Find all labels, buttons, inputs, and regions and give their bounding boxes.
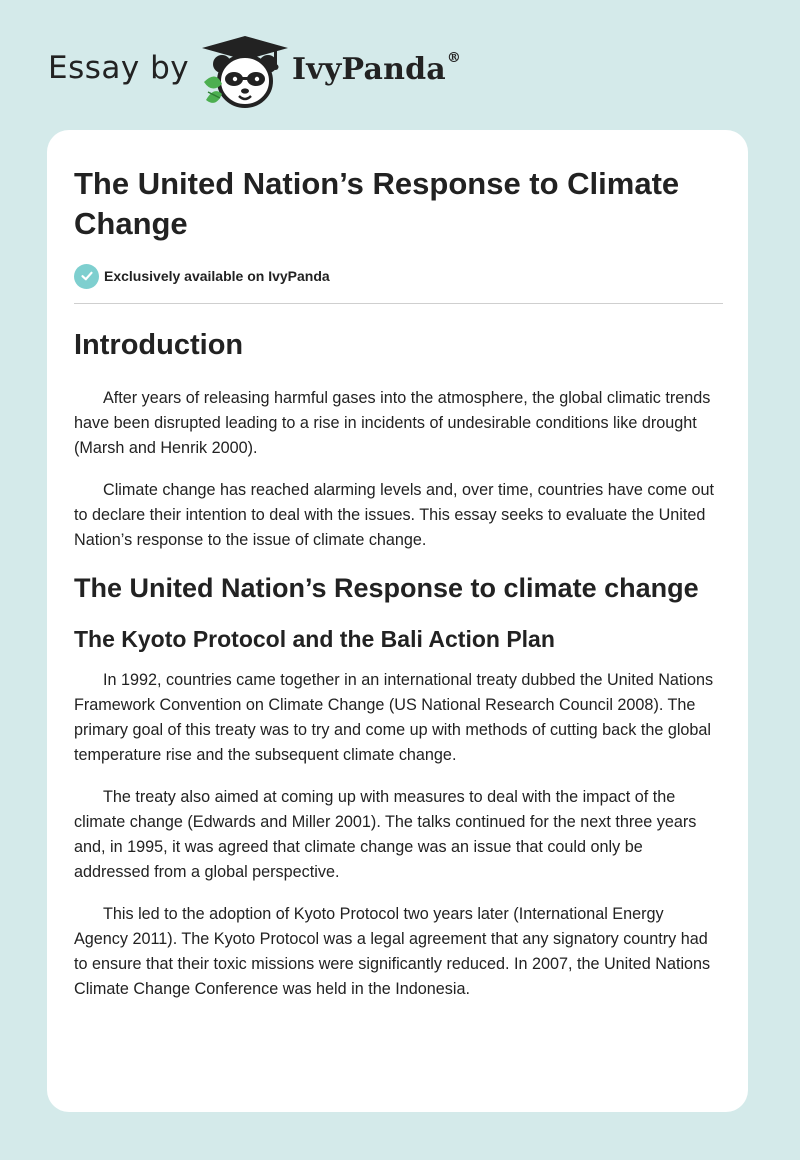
brand-name[interactable]: IvyPanda® [292,50,462,87]
essay-by-label: Essay by [48,50,190,86]
site-header [48,34,548,114]
introduction-heading: Introduction [74,329,244,361]
essay-content [74,320,714,1002]
registered-mark: ® [446,50,462,66]
response-paragraph-3: This led to the adoption of Kyoto Protocol two years later (International Energy Agency 2011). The Kyoto Protocol was a legal agreement that any signatory country had to ensure that their toxic missions were significantly reduced. In 2007, the United Nations Climate Change Conference was held in the Indonesia. [74,905,711,998]
introduction-paragraph-1: After years of releasing harmful gases into the atmosphere, the global climatic trends have been disrupted leading to a rise in incidents of undesirable conditions like drought (Marsh and Henrik 2000). [74,389,711,457]
exclusive-badge [74,263,330,289]
response-paragraph-2: The treaty also aimed at coming up with measures to deal with the impact of the climate change (Edwards and Miller 2001). The talks continued for the next three years and, in 1995, it was agreed that climate change was an issue that could only be addressed from a global perspective. [74,788,697,881]
title-divider [74,303,723,304]
introduction-paragraph-2: Climate change has reached alarming levels and, over time, countries have come out to declare their intention to deal with the issues. This essay seeks to evaluate the United Nation’s response to the issue of climate change. [74,481,714,549]
panda-graduate-logo-icon[interactable] [200,34,290,112]
response-paragraph-1: In 1992, countries came together in an international treaty dubbed the United Nations Framework Convention on Climate Change (US National Research Council 2008). The primary goal of this treaty was to try and come up with methods of cutting back the global temperature rise and the subsequent climate change. [74,671,714,764]
response-heading: The United Nation’s Response to climate change [74,573,699,603]
exclusive-label: Exclusively available on IvyPanda [104,268,330,284]
check-circle-icon [74,264,99,289]
essay-title: The United Nation’s Response to Climate Change [74,166,680,241]
essay-card [47,130,748,1112]
kyoto-subheading: The Kyoto Protocol and the Bali Action Plan [74,626,555,652]
